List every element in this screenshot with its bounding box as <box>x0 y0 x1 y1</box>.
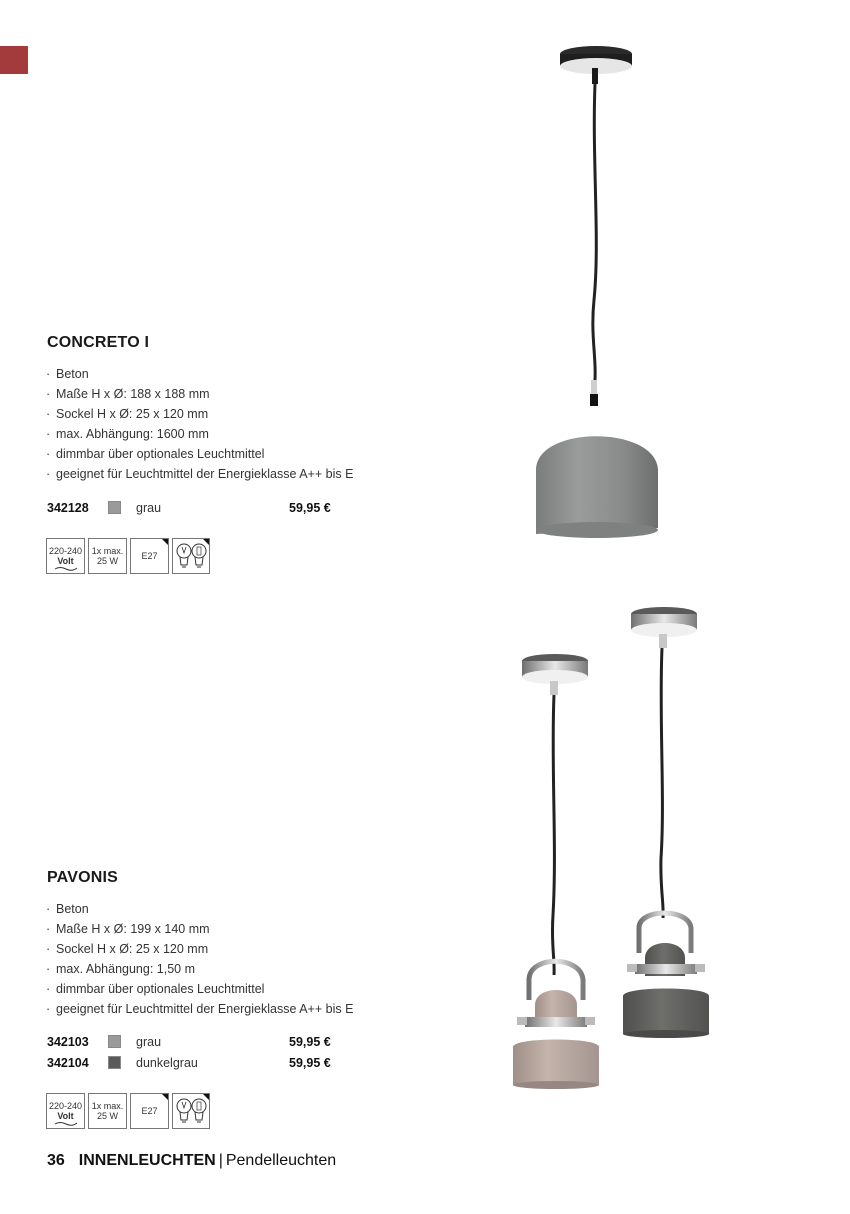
feature-item: · Sockel H x Ø: 25 x 120 mm <box>46 942 209 956</box>
feature-item: · Sockel H x Ø: 25 x 120 mm <box>46 407 209 421</box>
product-title-concreto: CONCRETO I <box>47 334 150 351</box>
chapter-color-tab <box>0 46 28 74</box>
page-footer <box>47 1152 336 1170</box>
feature-item: · Maße H x Ø: 199 x 140 mm <box>46 922 210 936</box>
article-number: 342128 <box>47 501 89 515</box>
article-number: 342103 <box>47 1035 89 1049</box>
spec-icons-concreto <box>46 538 216 576</box>
spec-icons-pavonis <box>46 1093 216 1131</box>
color-name: grau <box>136 501 162 515</box>
variant-row <box>47 1032 347 1052</box>
wattage-icon: 1x max. 25 W <box>88 538 127 574</box>
page-number: 36 <box>47 1152 65 1169</box>
feature-item: · dimmbar über optionales Leuchtmittel <box>46 982 265 996</box>
feature-item: · dimmbar über optionales Leuchtmittel <box>46 447 265 461</box>
variant-row <box>47 498 347 518</box>
color-swatch <box>108 1056 121 1069</box>
footer-category: INNENLEUCHTEN <box>78 1152 216 1169</box>
voltage-icon: 220-240 Volt <box>46 538 85 574</box>
feature-item: · Beton <box>46 367 89 381</box>
socket-icon: E27 <box>130 1093 169 1129</box>
pavonis-darkgrey-lamp-image <box>617 598 722 1043</box>
color-swatch <box>108 501 121 514</box>
socket-icon: E27 <box>130 538 169 574</box>
concreto-lamp-image <box>520 40 680 550</box>
feature-item: · max. Abhängung: 1600 mm <box>46 427 209 441</box>
color-name: grau <box>136 1035 162 1049</box>
color-swatch <box>108 1035 121 1048</box>
color-name: dunkelgrau <box>136 1056 198 1070</box>
price: 59,95 € <box>289 1035 331 1049</box>
bulb-types-icon <box>172 1093 210 1129</box>
bulb-types-icon <box>172 538 210 574</box>
footer-separator: | <box>218 1152 223 1169</box>
feature-list-pavonis <box>46 899 353 1019</box>
variant-row <box>47 1053 347 1073</box>
feature-item: · Maße H x Ø: 188 x 188 mm <box>46 387 210 401</box>
voltage-icon: 220-240 Volt <box>46 1093 85 1129</box>
wattage-icon: 1x max. 25 W <box>88 1093 127 1129</box>
feature-list-concreto <box>46 364 353 484</box>
article-number: 342104 <box>47 1056 89 1070</box>
feature-item: · geeignet für Leuchtmittel der Energieklasse A++ bis E <box>46 1002 354 1016</box>
feature-item: · Beton <box>46 902 89 916</box>
product-title-pavonis: PAVONIS <box>47 869 119 886</box>
footer-subcategory: Pendelleuchten <box>225 1152 337 1169</box>
feature-item: · geeignet für Leuchtmittel der Energieklasse A++ bis E <box>46 467 354 481</box>
pavonis-grey-lamp-image <box>505 645 610 1090</box>
price: 59,95 € <box>289 501 331 515</box>
price: 59,95 € <box>289 1056 331 1070</box>
feature-item: · max. Abhängung: 1,50 m <box>46 962 195 976</box>
